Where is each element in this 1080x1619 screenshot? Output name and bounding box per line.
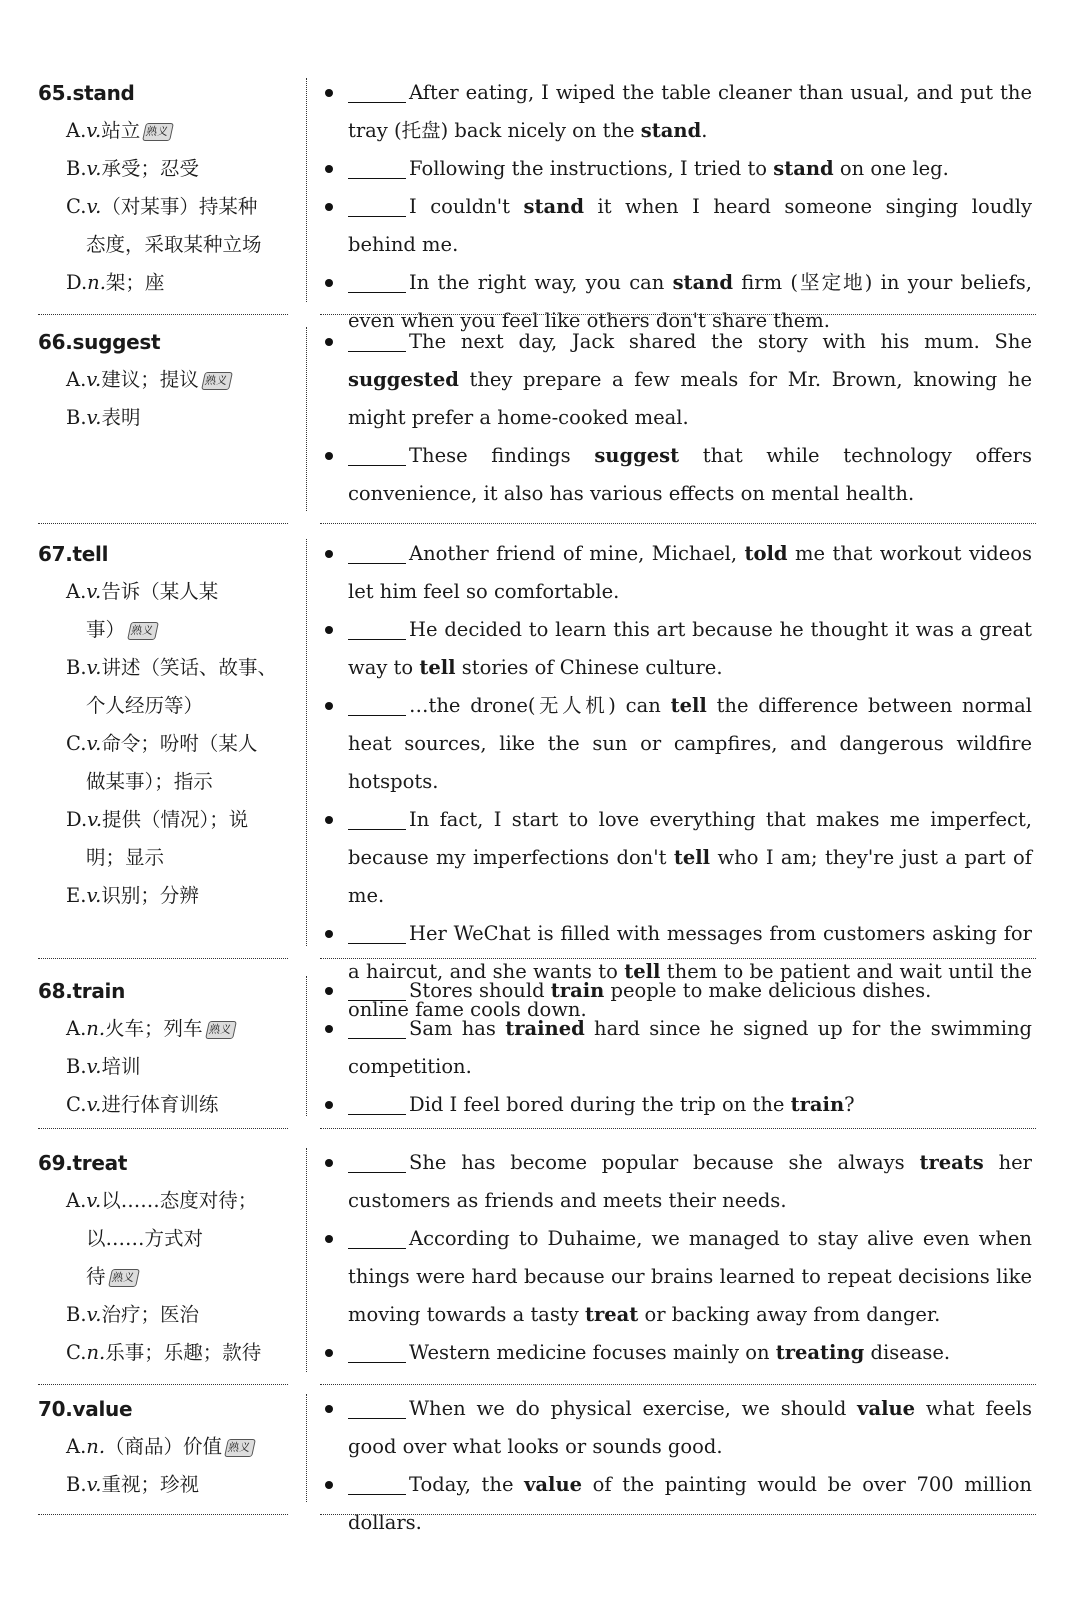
answer-blank[interactable] bbox=[348, 78, 406, 103]
sentence-text: Following the instructions, I tried to bbox=[409, 157, 774, 180]
entry-headword: 66.suggest bbox=[38, 330, 161, 354]
definition-column bbox=[38, 1144, 294, 1372]
target-word: train bbox=[790, 1093, 845, 1116]
example-column bbox=[320, 1144, 1032, 1372]
sentence-text: …the drone(无人机) can bbox=[409, 694, 671, 717]
sense-meaning: 进行体育训练 bbox=[101, 1093, 219, 1116]
sense-item bbox=[38, 1048, 294, 1086]
bullet-dot-icon bbox=[325, 452, 333, 460]
target-word: stand bbox=[640, 119, 702, 142]
sentence-text: Her WeChat is filled with messages from customers asking for a haircut, and she wants to bbox=[348, 922, 1032, 983]
sense-meaning-continued: 态度，采取某种立场 bbox=[86, 233, 262, 256]
example-sentence bbox=[320, 437, 1032, 513]
sense-meaning: 以……态度对待； bbox=[101, 1189, 258, 1212]
answer-blank[interactable] bbox=[348, 539, 406, 564]
example-sentence bbox=[320, 188, 1032, 264]
sense-item bbox=[38, 1428, 294, 1466]
sense-meaning: 乐事；乐趣；款待 bbox=[105, 1341, 262, 1364]
target-word: treats bbox=[919, 1151, 984, 1174]
sentence-text: In the right way, you can bbox=[409, 271, 673, 294]
answer-blank[interactable] bbox=[348, 192, 406, 217]
target-word: train bbox=[550, 979, 605, 1002]
sentence-text: disease. bbox=[864, 1341, 951, 1364]
sentence-text: After eating, I wiped the table cleaner than usual, and put the tray (托盘) back nicely on the bbox=[348, 81, 1032, 142]
entry-separator-left bbox=[38, 1384, 288, 1385]
sense-item bbox=[38, 573, 294, 649]
sense-letter: A. bbox=[66, 1189, 87, 1212]
target-word: treating bbox=[775, 1341, 865, 1364]
sense-item bbox=[38, 1334, 294, 1372]
target-word: stand bbox=[523, 195, 584, 218]
entry-separator-right bbox=[320, 1128, 1036, 1129]
example-sentence bbox=[320, 150, 1032, 188]
sentence-text: stories of Chinese culture. bbox=[455, 656, 723, 679]
sentence-text: I couldn't bbox=[409, 195, 524, 218]
bullet-dot-icon bbox=[325, 1481, 333, 1489]
sense-meaning: 表明 bbox=[101, 406, 141, 429]
sense-meaning: 重视；珍视 bbox=[101, 1473, 199, 1496]
column-divider bbox=[306, 78, 307, 302]
sense-letter: C. bbox=[66, 195, 87, 218]
sense-meaning-continued: 事） 熟义 bbox=[68, 611, 294, 649]
sense-letter: B. bbox=[66, 1473, 87, 1496]
entry-headword: 69.treat bbox=[38, 1151, 128, 1175]
bullet-dot-icon bbox=[325, 626, 333, 634]
answer-blank[interactable] bbox=[348, 268, 406, 293]
bullet-dot-icon bbox=[325, 702, 333, 710]
sentence-text: Stores should bbox=[409, 979, 551, 1002]
familiar-meaning-tag: 熟义 bbox=[127, 622, 159, 640]
sentence-text: who I am; they're just a part of me. bbox=[348, 846, 1032, 907]
word-entry bbox=[38, 323, 1040, 515]
sense-meaning: 命令；吩咐（某人 bbox=[101, 732, 258, 755]
sentence-text: She has become popular because she always bbox=[409, 1151, 920, 1174]
sense-item bbox=[38, 1466, 294, 1504]
sense-meaning-continued: 待 熟义 bbox=[68, 1258, 294, 1296]
answer-blank[interactable] bbox=[348, 1148, 406, 1173]
entry-separator-left bbox=[38, 314, 288, 315]
target-word: tell bbox=[673, 846, 711, 869]
column-divider bbox=[306, 1394, 307, 1502]
entry-headword: 68.train bbox=[38, 979, 126, 1003]
target-word: told bbox=[744, 542, 788, 565]
answer-blank[interactable] bbox=[348, 805, 406, 830]
sense-meaning-continued: 明；显示 bbox=[86, 846, 165, 869]
entry-separator-left bbox=[38, 1128, 288, 1129]
part-of-speech: n. bbox=[86, 1435, 106, 1458]
sentence-text: The next day, Jack shared the story with his mum. She bbox=[409, 330, 1032, 353]
example-sentence bbox=[320, 1390, 1032, 1466]
sense-item bbox=[38, 1182, 294, 1296]
sense-meaning-continued: 做某事）；指示 bbox=[86, 770, 213, 793]
sentence-text: He decided to learn this art because he thought it was a great way to bbox=[348, 618, 1032, 679]
part-of-speech: v. bbox=[86, 580, 102, 603]
target-word: tell bbox=[419, 656, 456, 679]
sense-meaning-continued: 个人经历等） bbox=[86, 694, 204, 717]
column-divider bbox=[306, 327, 307, 511]
sentence-text: . bbox=[701, 119, 708, 142]
column-divider bbox=[306, 976, 307, 1116]
bullet-dot-icon bbox=[325, 203, 333, 211]
target-word: trained bbox=[505, 1017, 585, 1040]
example-sentence bbox=[320, 535, 1032, 611]
sense-meaning: （对某事）持某种 bbox=[101, 195, 258, 218]
familiar-meaning-tag: 熟义 bbox=[201, 372, 233, 390]
example-sentence bbox=[320, 972, 1032, 1010]
entry-headword: 67.tell bbox=[38, 542, 109, 566]
bullet-dot-icon bbox=[325, 1235, 333, 1243]
part-of-speech: v. bbox=[86, 195, 102, 218]
sentence-text: hard since he signed up for the swimming competition. bbox=[348, 1017, 1032, 1078]
sentence-text: me that workout videos let him feel so comfortable. bbox=[348, 542, 1032, 603]
sentence-text: When we do physical exercise, we should bbox=[409, 1397, 858, 1420]
entry-separator-right bbox=[320, 1384, 1036, 1385]
part-of-speech: v. bbox=[86, 406, 102, 429]
answer-blank[interactable] bbox=[348, 154, 406, 179]
bullet-dot-icon bbox=[325, 165, 333, 173]
sense-item bbox=[38, 877, 294, 915]
definition-column bbox=[38, 74, 294, 302]
entry-headword: 70.value bbox=[38, 1397, 133, 1421]
answer-blank[interactable] bbox=[348, 919, 406, 944]
example-column bbox=[320, 74, 1032, 340]
bullet-dot-icon bbox=[325, 89, 333, 97]
answer-blank[interactable] bbox=[348, 691, 406, 716]
example-sentence bbox=[320, 1086, 1032, 1124]
definition-column bbox=[38, 323, 294, 437]
bullet-dot-icon bbox=[325, 987, 333, 995]
bullet-dot-icon bbox=[325, 930, 333, 938]
sense-letter: D. bbox=[66, 271, 88, 294]
answer-blank[interactable] bbox=[348, 327, 406, 352]
sense-meaning: 站立 bbox=[101, 119, 141, 142]
sense-letter: A. bbox=[66, 1435, 87, 1458]
entry-separator-left bbox=[38, 958, 288, 959]
familiar-meaning-tag: 熟义 bbox=[224, 1439, 256, 1457]
target-word: tell bbox=[624, 960, 661, 983]
sense-meaning-continued: 以……方式对 bbox=[86, 1227, 204, 1250]
example-sentence bbox=[320, 1220, 1032, 1334]
example-column bbox=[320, 972, 1032, 1124]
sense-item bbox=[38, 725, 294, 801]
column-divider bbox=[306, 539, 307, 946]
example-column bbox=[320, 1390, 1032, 1542]
sentence-text: or backing away from danger. bbox=[638, 1303, 941, 1326]
familiar-meaning-tag: 熟义 bbox=[205, 1021, 237, 1039]
part-of-speech: n. bbox=[86, 1341, 106, 1364]
sense-letter: B. bbox=[66, 1055, 87, 1078]
bullet-dot-icon bbox=[325, 1159, 333, 1167]
familiar-meaning-tag: 熟义 bbox=[108, 1269, 140, 1287]
word-entry bbox=[38, 972, 1040, 1120]
bullet-dot-icon bbox=[325, 816, 333, 824]
sentence-text: on one leg. bbox=[833, 157, 949, 180]
part-of-speech: v. bbox=[86, 1055, 102, 1078]
part-of-speech: n. bbox=[87, 271, 106, 294]
part-of-speech: v. bbox=[86, 1189, 102, 1212]
sense-letter: A. bbox=[66, 1017, 87, 1040]
part-of-speech: v. bbox=[87, 808, 103, 831]
sentence-text: that while technology offers convenience, it also has various effects on mental health. bbox=[348, 444, 1032, 505]
part-of-speech: v. bbox=[86, 732, 102, 755]
entry-separator-right bbox=[320, 1514, 1036, 1515]
sense-letter: B. bbox=[66, 406, 87, 429]
definition-column bbox=[38, 972, 294, 1124]
bullet-dot-icon bbox=[325, 1101, 333, 1109]
sense-meaning: 建议；提议 bbox=[101, 368, 199, 391]
sentence-text: firm (坚定地) in your beliefs, even when you feel like others don't share them. bbox=[348, 271, 1033, 332]
sentence-text: them to be patient and wait until the online fame cools down. bbox=[348, 960, 1032, 1021]
sense-item bbox=[38, 112, 294, 150]
entry-separator-right bbox=[320, 958, 1036, 959]
word-entry bbox=[38, 1144, 1040, 1376]
sense-letter: C. bbox=[66, 732, 87, 755]
example-sentence bbox=[320, 1466, 1032, 1542]
entry-separator-right bbox=[320, 314, 1036, 315]
sense-item bbox=[38, 150, 294, 188]
sense-meaning: 识别；分辨 bbox=[101, 884, 199, 907]
part-of-speech: v. bbox=[86, 1093, 102, 1116]
sense-letter: C. bbox=[66, 1341, 87, 1364]
sentence-text: Sam has bbox=[409, 1017, 506, 1040]
bullet-dot-icon bbox=[325, 338, 333, 346]
entry-headword: 65.stand bbox=[38, 81, 135, 105]
bullet-dot-icon bbox=[325, 1025, 333, 1033]
answer-blank[interactable] bbox=[348, 1014, 406, 1039]
example-column bbox=[320, 323, 1032, 513]
sense-letter: B. bbox=[66, 1303, 87, 1326]
answer-blank[interactable] bbox=[348, 1090, 406, 1115]
answer-blank[interactable] bbox=[348, 441, 406, 466]
sense-letter: C. bbox=[66, 1093, 87, 1116]
entry-separator-left bbox=[38, 1514, 288, 1515]
sentence-text: Today, the bbox=[409, 1473, 525, 1496]
example-sentence bbox=[320, 1144, 1032, 1220]
target-word: stand bbox=[773, 157, 834, 180]
word-entry bbox=[38, 74, 1040, 332]
sense-item bbox=[38, 264, 294, 302]
sense-item bbox=[38, 1086, 294, 1124]
sense-meaning: 架；座 bbox=[105, 271, 165, 294]
sentence-text: Western medicine focuses mainly on bbox=[409, 1341, 776, 1364]
sentence-text: her customers as friends and meets their needs. bbox=[348, 1151, 1032, 1212]
sense-meaning: 讲述（笑话、故事、 bbox=[101, 656, 277, 679]
sense-meaning: 培训 bbox=[101, 1055, 141, 1078]
sense-item bbox=[38, 1296, 294, 1334]
sentence-text: people to make delicious dishes. bbox=[604, 979, 932, 1002]
part-of-speech: v. bbox=[86, 1303, 102, 1326]
sense-letter: A. bbox=[66, 580, 87, 603]
example-sentence bbox=[320, 687, 1032, 801]
part-of-speech: v. bbox=[86, 119, 102, 142]
sense-meaning: 承受；忍受 bbox=[101, 157, 199, 180]
sense-item bbox=[38, 399, 294, 437]
sentence-text: what feels good over what looks or sounds good. bbox=[348, 1397, 1032, 1458]
sentence-text: of the painting would be over 700 million dollars. bbox=[348, 1473, 1032, 1534]
sense-item bbox=[38, 361, 294, 399]
sentence-text: they prepare a few meals for Mr. Brown, knowing he might prefer a home-cooked meal. bbox=[348, 368, 1032, 429]
example-sentence bbox=[320, 611, 1032, 687]
sentence-text: the difference between normal heat sources, like the sun or campfires, and dangerous wildfire hotspots. bbox=[348, 694, 1033, 793]
answer-blank[interactable] bbox=[348, 976, 406, 1001]
target-word: value bbox=[524, 1473, 583, 1496]
answer-blank[interactable] bbox=[348, 1224, 406, 1249]
bullet-dot-icon bbox=[325, 279, 333, 287]
target-word: value bbox=[857, 1397, 916, 1420]
target-word: stand bbox=[672, 271, 734, 294]
part-of-speech: v. bbox=[86, 656, 102, 679]
sense-letter: A. bbox=[66, 119, 87, 142]
example-sentence bbox=[320, 1010, 1032, 1086]
sense-item bbox=[38, 1010, 294, 1048]
part-of-speech: v. bbox=[86, 157, 102, 180]
sense-meaning: 火车；列车 bbox=[105, 1017, 203, 1040]
part-of-speech: v. bbox=[86, 884, 102, 907]
bullet-dot-icon bbox=[325, 550, 333, 558]
target-word: tell bbox=[670, 694, 707, 717]
entry-separator-left bbox=[38, 523, 288, 524]
answer-blank[interactable] bbox=[348, 1394, 406, 1419]
part-of-speech: v. bbox=[86, 1473, 102, 1496]
example-sentence bbox=[320, 323, 1032, 437]
familiar-meaning-tag: 熟义 bbox=[142, 123, 174, 141]
bullet-dot-icon bbox=[325, 1405, 333, 1413]
definition-column bbox=[38, 1390, 294, 1504]
sense-item bbox=[38, 801, 294, 877]
part-of-speech: v. bbox=[86, 368, 102, 391]
sense-letter: E. bbox=[66, 884, 87, 907]
answer-blank[interactable] bbox=[348, 1338, 406, 1363]
sense-item bbox=[38, 649, 294, 725]
word-entry bbox=[38, 1390, 1040, 1534]
sentence-text: Did I feel bored during the trip on the bbox=[409, 1093, 791, 1116]
sense-letter: B. bbox=[66, 656, 87, 679]
sense-meaning: 治疗；医治 bbox=[101, 1303, 199, 1326]
sentence-text: it when I heard someone singing loudly behind me. bbox=[348, 195, 1033, 256]
target-word: suggest bbox=[594, 444, 680, 467]
example-sentence bbox=[320, 1334, 1032, 1372]
sense-meaning: 提供（情况）；说 bbox=[102, 808, 249, 831]
target-word: treat bbox=[584, 1303, 639, 1326]
answer-blank[interactable] bbox=[348, 1470, 406, 1495]
example-sentence bbox=[320, 801, 1032, 915]
entry-separator-right bbox=[320, 523, 1036, 524]
bullet-dot-icon bbox=[325, 1349, 333, 1357]
sense-letter: B. bbox=[66, 157, 87, 180]
definition-column bbox=[38, 535, 294, 915]
sense-item bbox=[38, 188, 294, 264]
column-divider bbox=[306, 1148, 307, 1372]
target-word: suggested bbox=[348, 368, 459, 391]
answer-blank[interactable] bbox=[348, 615, 406, 640]
example-sentence bbox=[320, 74, 1032, 150]
sentence-text: According to Duhaime, we managed to stay alive even when things were hard because our brains learned to repeat decisions like moving towards a tasty bbox=[348, 1227, 1032, 1326]
sentence-text: These findings bbox=[409, 444, 595, 467]
sentence-text: Another friend of mine, Michael, bbox=[409, 542, 745, 565]
sense-meaning: （商品）价值 bbox=[105, 1435, 223, 1458]
sentence-text: ? bbox=[844, 1093, 855, 1116]
example-column bbox=[320, 535, 1032, 1029]
sense-letter: A. bbox=[66, 368, 87, 391]
sense-meaning: 告诉（某人某 bbox=[101, 580, 219, 603]
sense-letter: D. bbox=[66, 808, 88, 831]
sentence-text: In fact, I start to love everything that makes me imperfect, because my imperfections don't bbox=[348, 808, 1032, 869]
part-of-speech: n. bbox=[86, 1017, 106, 1040]
